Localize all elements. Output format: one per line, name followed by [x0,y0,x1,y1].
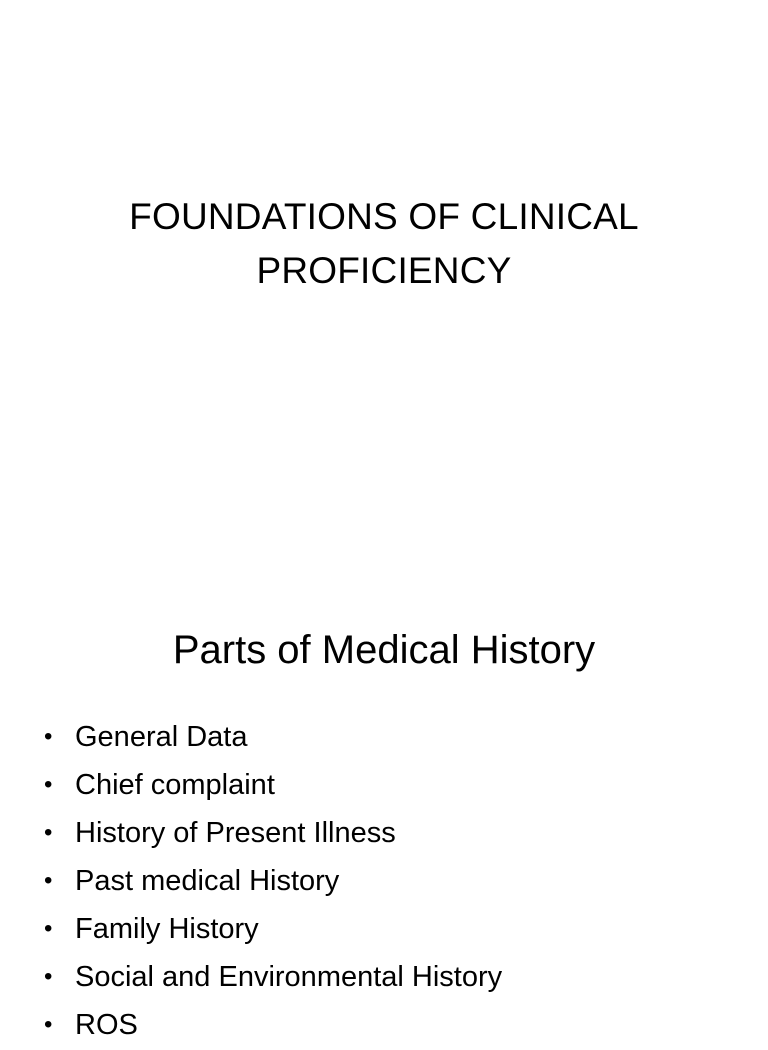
list-item-text: Chief complaint [75,769,275,801]
slide-heading: Parts of Medical History [172,628,596,672]
content-slide [0,576,768,1041]
slide-title-line: FOUNDATIONS OF CLINICAL [129,196,639,237]
list-item-text: ROS [75,1009,138,1041]
slide-title-line: PROFICIENCY [256,250,512,291]
bullet-icon: • [44,867,53,894]
list-item-text: Past medical History [75,865,340,897]
list-item-text: Social and Environmental History [75,961,503,993]
list-item-text: General Data [75,721,248,753]
list-item-text: History of Present Illness [75,817,396,849]
bullet-icon: • [44,771,53,798]
slide-title [0,190,768,298]
bullet-icon: • [44,819,53,846]
bullet-icon: • [44,963,53,990]
bullet-icon: • [44,1011,53,1038]
bullet-icon: • [44,723,53,750]
bullet-icon: • [44,915,53,942]
list-item-text: Family History [75,913,259,945]
